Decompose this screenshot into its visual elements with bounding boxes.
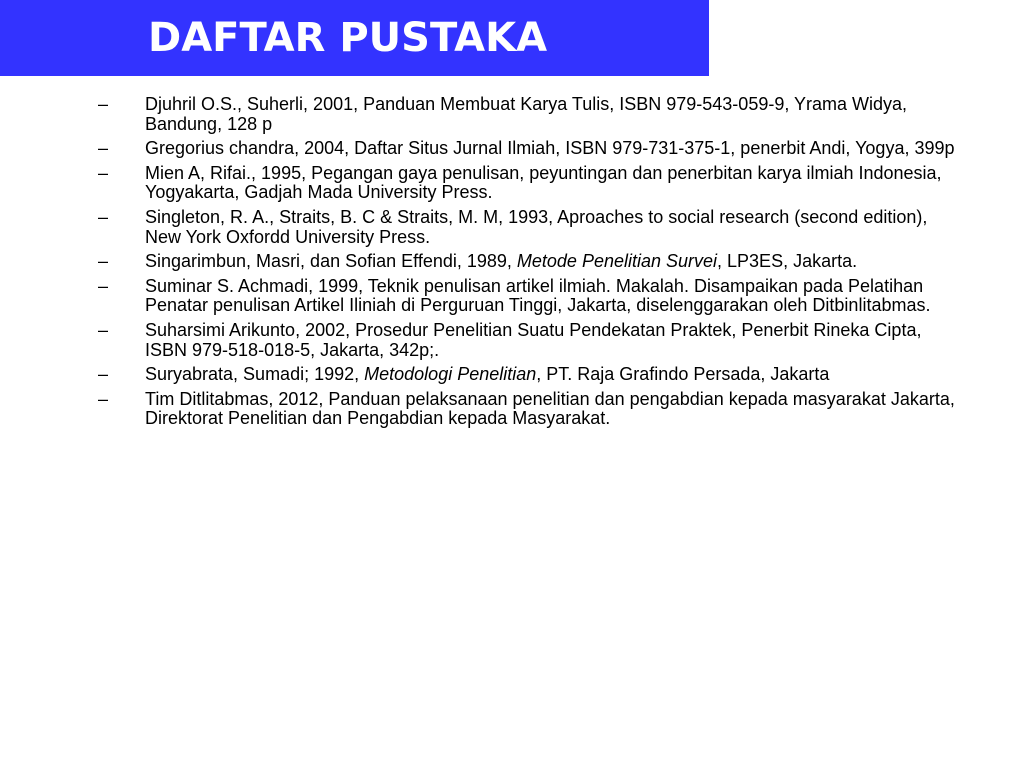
reference-text: Suharsimi Arikunto, 2002, Prosedur Penelitian Suatu Pendekatan Praktek, Penerbit Rineka Cipta, ISBN 979-518-018-5, Jakarta, 342p;.	[145, 319, 922, 360]
bullet-dash: –	[98, 162, 109, 183]
title-bar	[0, 0, 709, 76]
reference-text: Singarimbun, Masri, dan Sofian Effendi, 1989, Metode Penelitian Survei, LP3ES, Jakarta.	[145, 251, 858, 272]
reference-text: Suminar S. Achmadi, 1999, Teknik penulisan artikel ilmiah. Makalah. Disampaikan pada Pelatihan Penatar penulisan Artikel Iliniah di Perguruan Tinggi, Jakarta, diselenggarakan oleh Ditbinlitabmas.	[145, 275, 931, 316]
reference-item	[0, 365, 1024, 385]
reference-text: Gregorius chandra, 2004, Daftar Situs Jurnal Ilmiah, ISBN 979-731-375-1, penerbit Andi, Yogya, 399p	[145, 138, 955, 159]
reference-text: Djuhril O.S., Suherli, 2001, Panduan Membuat Karya Tulis, ISBN 979-543-059-9, Yrama Widya, Bandung, 128 p	[145, 94, 908, 134]
reference-item	[0, 164, 1024, 203]
bullet-dash: –	[98, 388, 109, 409]
reference-item	[0, 95, 1024, 134]
reference-list	[0, 95, 1024, 434]
bullet-dash: –	[98, 206, 109, 227]
bullet-dash: –	[98, 275, 109, 296]
reference-item	[0, 208, 1024, 247]
bullet-dash: –	[98, 319, 109, 340]
reference-text: Mien A, Rifai., 1995, Pegangan gaya penulisan, peyuntingan dan penerbitan karya ilmiah Indonesia, Yogyakarta, Gadjah Mada University Press.	[145, 162, 942, 203]
reference-item	[0, 139, 1024, 159]
bullet-dash: –	[98, 364, 109, 385]
reference-item	[0, 252, 1024, 272]
reference-text: Suryabrata, Sumadi; 1992, Metodologi Penelitian, PT. Raja Grafindo Persada, Jakarta	[145, 364, 830, 385]
bullet-dash: –	[98, 251, 109, 272]
reference-item	[0, 390, 1024, 429]
slide-title: DAFTAR PUSTAKA	[148, 15, 548, 61]
bullet-dash: –	[98, 138, 109, 159]
bullet-dash: –	[98, 94, 109, 114]
reference-item	[0, 321, 1024, 360]
reference-text: Singleton, R. A., Straits, B. C & Straits, M. M, 1993, Aproaches to social research (second edition), New York Oxfordd University Press.	[145, 206, 928, 247]
reference-item	[0, 277, 1024, 316]
reference-text: Tim Ditlitabmas, 2012, Panduan pelaksanaan penelitian dan pengabdian kepada masyarakat Jakarta, Direktorat Penelitian dan Pengabdian kepada Masyarakat.	[145, 388, 955, 429]
